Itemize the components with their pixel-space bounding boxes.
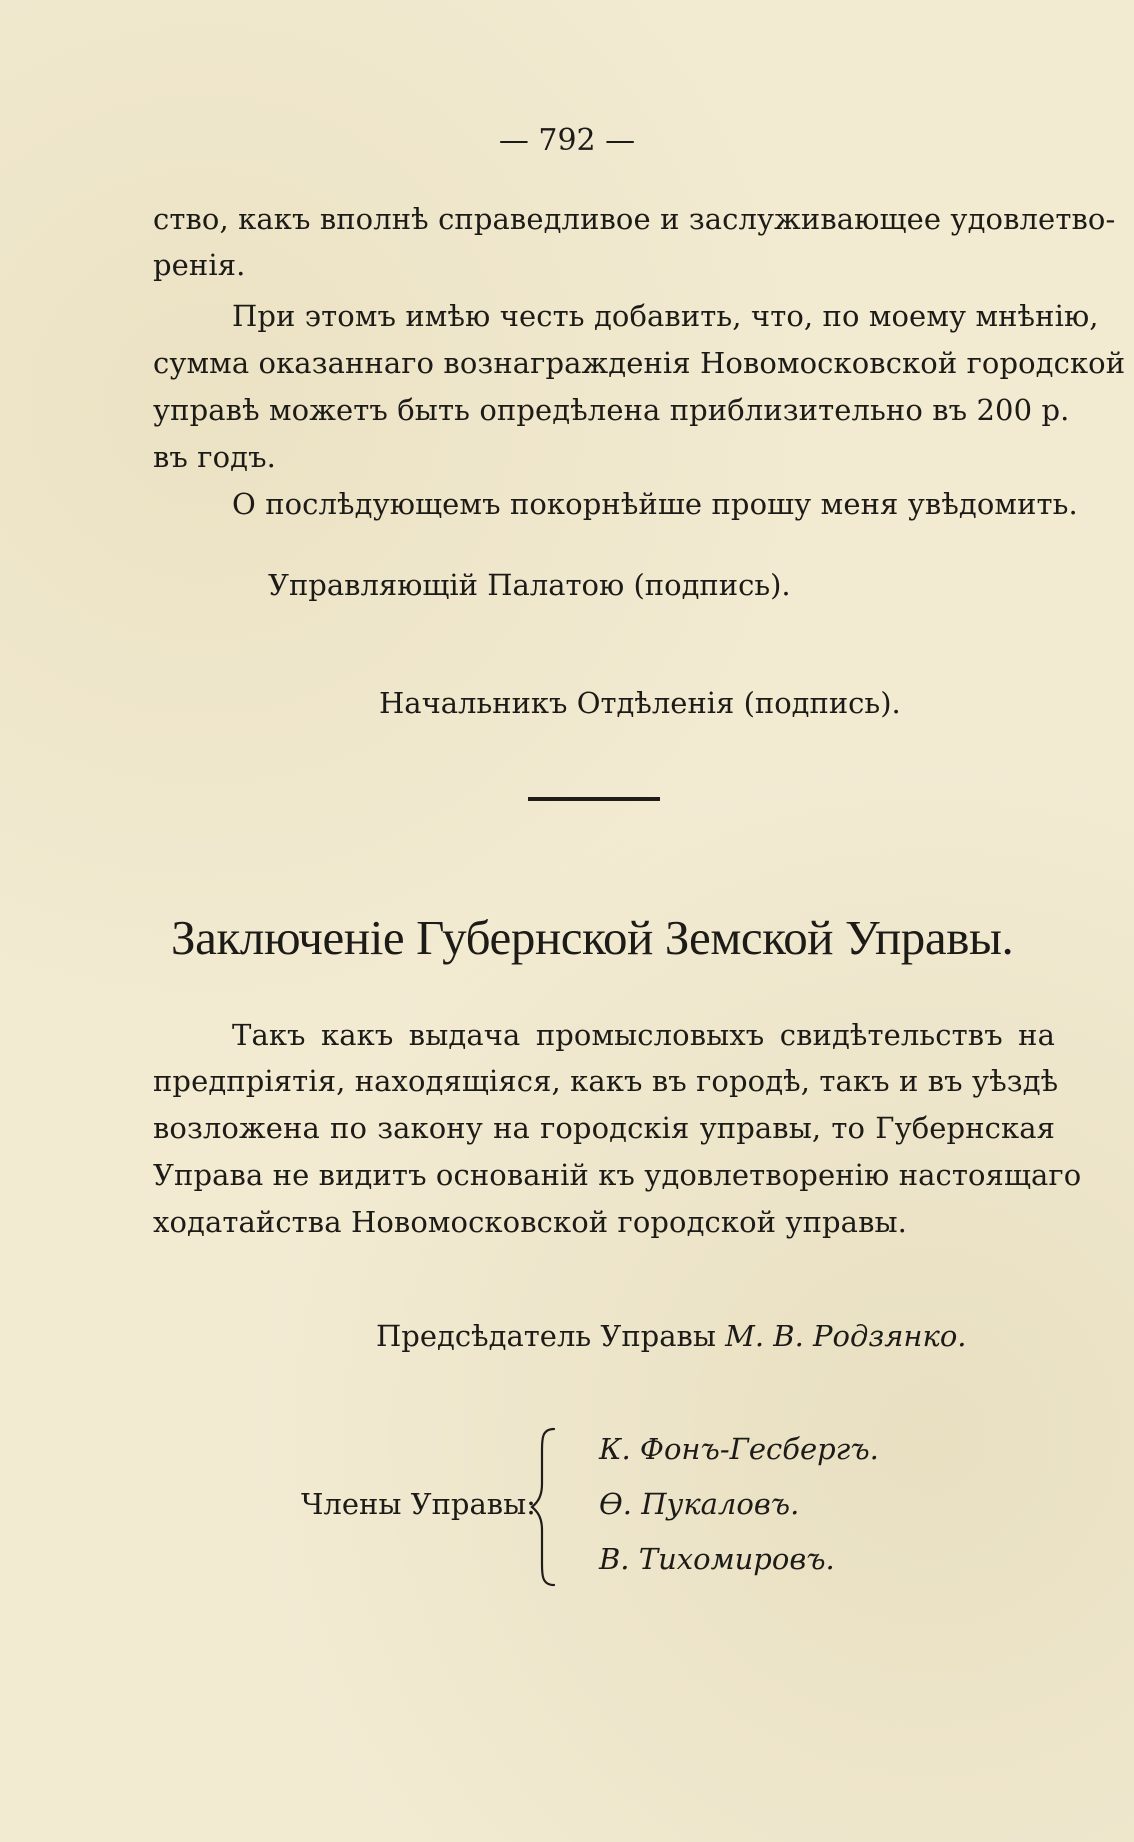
conclusion-line-4: Управа не видитъ основаній къ удовлетворенію настоящаго (153, 1158, 1082, 1192)
letter-line-1: ство, какъ вполнѣ справедливое и заслуживающее удовлетво- (153, 202, 1116, 236)
member-name-3: В. Тихомировъ. (599, 1542, 835, 1576)
member-name-1: К. Фонъ-Гесбергъ. (599, 1432, 879, 1466)
letter-line-5: управѣ можетъ быть опредѣлена приблизительно въ 200 р. (153, 393, 1070, 427)
members-brace-icon (530, 1426, 560, 1588)
section-divider (528, 797, 660, 801)
section-heading: Заключеніе Губернской Земской Управы. (171, 910, 1014, 965)
letter-line-6: въ годъ. (153, 440, 276, 474)
member-name-2: Ѳ. Пукаловъ. (599, 1487, 800, 1521)
chairman-name: М. В. Родзянко. (725, 1319, 967, 1353)
signature-administrator: Управляющій Палатою (подпись). (268, 568, 791, 602)
letter-line-2: ренія. (153, 248, 246, 282)
page-number: — 792 — (498, 123, 636, 158)
letter-line-7: О послѣдующемъ покорнѣйше прошу меня увѣдомить. (232, 487, 1078, 521)
chairman-signature (376, 1319, 967, 1353)
letter-line-4: сумма оказаннаго вознагражденія Новомосковской городской (153, 346, 1126, 380)
conclusion-line-2: предпріятія, находящіяся, какъ въ городѣ, такъ и въ уѣздѣ (153, 1064, 1059, 1098)
letter-line-3: При этомъ имѣю честь добавить, что, по моему мнѣнію, (232, 299, 1099, 333)
signature-department-head: Начальникъ Отдѣленія (подпись). (379, 686, 901, 720)
conclusion-line-5: ходатайства Новомосковской городской управы. (153, 1205, 907, 1239)
conclusion-line-3: возложена по закону на городскія управы, то Губернская (153, 1111, 1055, 1145)
conclusion-line-1: Такъ какъ выдача промысловыхъ свидѣтельствъ на (232, 1018, 1055, 1052)
members-label: Члены Управы: (301, 1487, 536, 1521)
chairman-label: Предсѣдатель Управы (376, 1319, 716, 1353)
